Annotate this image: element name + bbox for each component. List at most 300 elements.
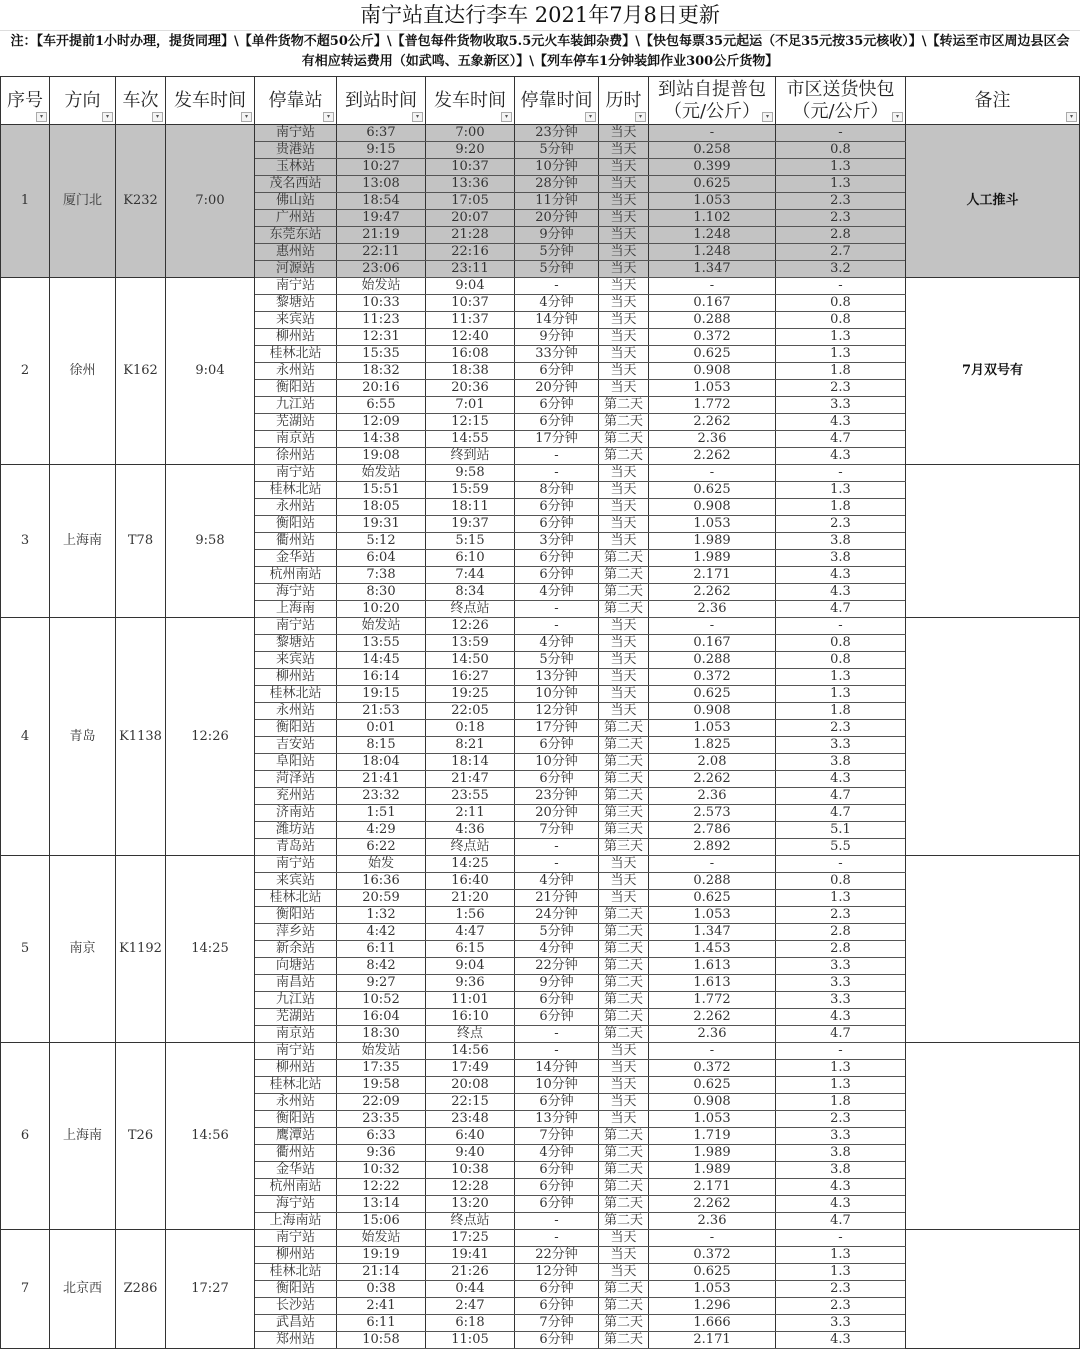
cell-stop-station[interactable]: 南宁站 <box>255 856 337 873</box>
cell-elapsed-day[interactable]: 第二天 <box>599 924 649 941</box>
cell-arrive-time[interactable]: 10:27 <box>337 159 426 176</box>
cell-pickup-rate[interactable]: 1.296 <box>649 1298 776 1315</box>
cell-stop-depart-time[interactable]: 11:05 <box>426 1332 515 1349</box>
cell-stop-depart-time[interactable]: 21:47 <box>426 771 515 788</box>
cell-elapsed-day[interactable]: 当天 <box>599 193 649 210</box>
cell-arrive-time[interactable]: 0:01 <box>337 720 426 737</box>
cell-stop-station[interactable]: 衢州站 <box>255 1145 337 1162</box>
cell-delivery-rate[interactable]: 4.3 <box>776 567 906 584</box>
cell-delivery-rate[interactable]: 0.8 <box>776 295 906 312</box>
cell-arrive-time[interactable]: 18:05 <box>337 499 426 516</box>
cell-arrive-time[interactable]: 16:36 <box>337 873 426 890</box>
cell-pickup-rate[interactable]: 1.989 <box>649 533 776 550</box>
cell-elapsed-day[interactable]: 当天 <box>599 380 649 397</box>
cell-depart-time[interactable]: 14:56 <box>166 1043 255 1230</box>
cell-pickup-rate[interactable]: 0.908 <box>649 1094 776 1111</box>
cell-pickup-rate[interactable]: 1.825 <box>649 737 776 754</box>
cell-elapsed-day[interactable]: 第二天 <box>599 754 649 771</box>
cell-stop-duration[interactable]: 4分钟 <box>515 873 599 890</box>
cell-stop-station[interactable]: 萍乡站 <box>255 924 337 941</box>
cell-pickup-rate[interactable]: - <box>649 618 776 635</box>
cell-stop-duration[interactable]: 6分钟 <box>515 1196 599 1213</box>
cell-elapsed-day[interactable]: 第二天 <box>599 1196 649 1213</box>
cell-pickup-rate[interactable]: 2.36 <box>649 1213 776 1230</box>
cell-stop-duration[interactable]: 9分钟 <box>515 329 599 346</box>
cell-elapsed-day[interactable]: 第二天 <box>599 1162 649 1179</box>
cell-arrive-time[interactable]: 9:15 <box>337 142 426 159</box>
cell-arrive-time[interactable]: 20:16 <box>337 380 426 397</box>
cell-stop-duration[interactable]: 4分钟 <box>515 295 599 312</box>
cell-stop-duration[interactable]: 23分钟 <box>515 788 599 805</box>
cell-pickup-rate[interactable]: - <box>649 125 776 142</box>
cell-arrive-time[interactable]: 6:33 <box>337 1128 426 1145</box>
cell-pickup-rate[interactable]: 0.372 <box>649 669 776 686</box>
cell-train-no[interactable]: T26 <box>116 1043 166 1230</box>
cell-stop-depart-time[interactable]: 11:01 <box>426 992 515 1009</box>
cell-arrive-time[interactable]: 11:23 <box>337 312 426 329</box>
cell-stop-depart-time[interactable]: 8:34 <box>426 584 515 601</box>
cell-pickup-rate[interactable]: 2.262 <box>649 414 776 431</box>
cell-elapsed-day[interactable]: 第三天 <box>599 805 649 822</box>
cell-stop-station[interactable]: 兖州站 <box>255 788 337 805</box>
cell-stop-depart-time[interactable]: 23:48 <box>426 1111 515 1128</box>
cell-stop-duration[interactable]: 5分钟 <box>515 924 599 941</box>
cell-pickup-rate[interactable]: 2.262 <box>649 771 776 788</box>
cell-stop-duration[interactable]: 7分钟 <box>515 1315 599 1332</box>
cell-pickup-rate[interactable]: 2.262 <box>649 1009 776 1026</box>
cell-arrive-time[interactable]: 16:04 <box>337 1009 426 1026</box>
cell-direction[interactable]: 上海南 <box>50 1043 116 1230</box>
cell-stop-depart-time[interactable]: 19:37 <box>426 516 515 533</box>
cell-pickup-rate[interactable]: 1.666 <box>649 1315 776 1332</box>
cell-elapsed-day[interactable]: 第二天 <box>599 907 649 924</box>
cell-stop-depart-time[interactable]: 23:55 <box>426 788 515 805</box>
cell-arrive-time[interactable]: 17:35 <box>337 1060 426 1077</box>
cell-delivery-rate[interactable]: 3.8 <box>776 550 906 567</box>
cell-delivery-rate[interactable]: 1.3 <box>776 329 906 346</box>
cell-delivery-rate[interactable]: 3.8 <box>776 1145 906 1162</box>
cell-arrive-time[interactable]: 19:58 <box>337 1077 426 1094</box>
cell-elapsed-day[interactable]: 第二天 <box>599 1281 649 1298</box>
cell-stop-depart-time[interactable]: 22:16 <box>426 244 515 261</box>
cell-arrive-time[interactable]: 1:51 <box>337 805 426 822</box>
cell-pickup-rate[interactable]: 1.053 <box>649 907 776 924</box>
cell-delivery-rate[interactable]: 1.3 <box>776 686 906 703</box>
cell-delivery-rate[interactable]: 3.8 <box>776 533 906 550</box>
cell-pickup-rate[interactable]: 1.248 <box>649 244 776 261</box>
cell-stop-duration[interactable]: 6分钟 <box>515 567 599 584</box>
cell-arrive-time[interactable]: 14:45 <box>337 652 426 669</box>
cell-elapsed-day[interactable]: 第二天 <box>599 584 649 601</box>
cell-delivery-rate[interactable]: 2.7 <box>776 244 906 261</box>
cell-stop-duration[interactable]: 10分钟 <box>515 686 599 703</box>
cell-delivery-rate[interactable]: 1.8 <box>776 1094 906 1111</box>
cell-delivery-rate[interactable]: 4.3 <box>776 1332 906 1349</box>
cell-stop-station[interactable]: 永州站 <box>255 363 337 380</box>
cell-direction[interactable]: 南京 <box>50 856 116 1043</box>
cell-elapsed-day[interactable]: 第二天 <box>599 941 649 958</box>
cell-arrive-time[interactable]: 12:09 <box>337 414 426 431</box>
cell-stop-depart-time[interactable]: 23:11 <box>426 261 515 278</box>
cell-elapsed-day[interactable]: 第二天 <box>599 975 649 992</box>
cell-delivery-rate[interactable]: - <box>776 278 906 295</box>
cell-remark[interactable] <box>906 856 1080 1043</box>
cell-elapsed-day[interactable]: 第二天 <box>599 958 649 975</box>
cell-stop-station[interactable]: 武昌站 <box>255 1315 337 1332</box>
cell-elapsed-day[interactable]: 第二天 <box>599 567 649 584</box>
cell-delivery-rate[interactable]: 1.3 <box>776 669 906 686</box>
cell-direction[interactable]: 厦门北 <box>50 125 116 278</box>
cell-delivery-rate[interactable]: 2.8 <box>776 941 906 958</box>
cell-pickup-rate[interactable]: 2.36 <box>649 431 776 448</box>
cell-stop-duration[interactable]: 28分钟 <box>515 176 599 193</box>
cell-stop-depart-time[interactable]: 11:37 <box>426 312 515 329</box>
cell-delivery-rate[interactable]: 2.8 <box>776 924 906 941</box>
cell-stop-depart-time[interactable]: 19:41 <box>426 1247 515 1264</box>
cell-stop-station[interactable]: 徐州站 <box>255 448 337 465</box>
cell-delivery-rate[interactable]: 4.3 <box>776 584 906 601</box>
cell-stop-station[interactable]: 衢州站 <box>255 533 337 550</box>
cell-stop-station[interactable]: 南宁站 <box>255 1043 337 1060</box>
cell-elapsed-day[interactable]: 第二天 <box>599 397 649 414</box>
cell-delivery-rate[interactable]: 2.3 <box>776 210 906 227</box>
cell-stop-depart-time[interactable]: 12:26 <box>426 618 515 635</box>
cell-stop-station[interactable]: 海宁站 <box>255 584 337 601</box>
cell-stop-duration[interactable]: 13分钟 <box>515 1111 599 1128</box>
cell-remark[interactable] <box>906 465 1080 618</box>
cell-direction[interactable]: 北京西 <box>50 1230 116 1349</box>
cell-stop-duration[interactable]: 5分钟 <box>515 142 599 159</box>
cell-stop-station[interactable]: 南宁站 <box>255 618 337 635</box>
cell-stop-depart-time[interactable]: 20:07 <box>426 210 515 227</box>
cell-stop-station[interactable]: 杭州南站 <box>255 567 337 584</box>
cell-stop-depart-time[interactable]: 21:26 <box>426 1264 515 1281</box>
cell-arrive-time[interactable]: 10:52 <box>337 992 426 1009</box>
cell-stop-station[interactable]: 南京站 <box>255 431 337 448</box>
cell-stop-depart-time[interactable]: 4:47 <box>426 924 515 941</box>
cell-seq[interactable]: 6 <box>1 1043 50 1230</box>
cell-stop-depart-time[interactable]: 18:14 <box>426 754 515 771</box>
cell-delivery-rate[interactable]: 1.8 <box>776 703 906 720</box>
cell-delivery-rate[interactable]: 3.3 <box>776 958 906 975</box>
cell-seq[interactable]: 4 <box>1 618 50 856</box>
cell-arrive-time[interactable]: 22:11 <box>337 244 426 261</box>
cell-stop-station[interactable]: 柳州站 <box>255 1247 337 1264</box>
cell-stop-depart-time[interactable]: 16:40 <box>426 873 515 890</box>
cell-pickup-rate[interactable]: 1.053 <box>649 193 776 210</box>
cell-elapsed-day[interactable]: 当天 <box>599 482 649 499</box>
cell-pickup-rate[interactable]: 0.908 <box>649 363 776 380</box>
cell-delivery-rate[interactable]: 1.3 <box>776 346 906 363</box>
cell-delivery-rate[interactable]: 4.3 <box>776 448 906 465</box>
cell-arrive-time[interactable]: 9:36 <box>337 1145 426 1162</box>
cell-elapsed-day[interactable]: 第二天 <box>599 1179 649 1196</box>
cell-stop-station[interactable]: 永州站 <box>255 499 337 516</box>
cell-stop-station[interactable]: 玉林站 <box>255 159 337 176</box>
cell-stop-depart-time[interactable]: 终点 <box>426 1026 515 1043</box>
cell-stop-station[interactable]: 桂林北站 <box>255 686 337 703</box>
cell-elapsed-day[interactable]: 第二天 <box>599 737 649 754</box>
cell-pickup-rate[interactable]: 0.258 <box>649 142 776 159</box>
cell-elapsed-day[interactable]: 第二天 <box>599 771 649 788</box>
cell-stop-depart-time[interactable]: 13:59 <box>426 635 515 652</box>
cell-stop-duration[interactable]: 21分钟 <box>515 890 599 907</box>
cell-stop-depart-time[interactable]: 16:27 <box>426 669 515 686</box>
cell-delivery-rate[interactable]: 1.3 <box>776 890 906 907</box>
cell-stop-depart-time[interactable]: 15:59 <box>426 482 515 499</box>
cell-stop-depart-time[interactable]: 6:15 <box>426 941 515 958</box>
cell-arrive-time[interactable]: 21:53 <box>337 703 426 720</box>
cell-delivery-rate[interactable]: 5.1 <box>776 822 906 839</box>
cell-arrive-time[interactable]: 23:32 <box>337 788 426 805</box>
cell-elapsed-day[interactable]: 当天 <box>599 533 649 550</box>
cell-stop-depart-time[interactable]: 13:36 <box>426 176 515 193</box>
cell-stop-depart-time[interactable]: 终点站 <box>426 601 515 618</box>
cell-stop-depart-time[interactable]: 22:15 <box>426 1094 515 1111</box>
cell-stop-duration[interactable]: 4分钟 <box>515 1145 599 1162</box>
cell-pickup-rate[interactable]: - <box>649 856 776 873</box>
filter-dropdown-icon[interactable]: ▾ <box>1066 112 1077 122</box>
cell-arrive-time[interactable]: 6:55 <box>337 397 426 414</box>
cell-stop-depart-time[interactable]: 14:25 <box>426 856 515 873</box>
cell-elapsed-day[interactable]: 当天 <box>599 856 649 873</box>
cell-delivery-rate[interactable]: 0.8 <box>776 312 906 329</box>
cell-stop-duration[interactable]: - <box>515 839 599 856</box>
cell-arrive-time[interactable]: 6:04 <box>337 550 426 567</box>
cell-direction[interactable]: 青岛 <box>50 618 116 856</box>
cell-pickup-rate[interactable]: 1.453 <box>649 941 776 958</box>
cell-stop-depart-time[interactable]: 17:49 <box>426 1060 515 1077</box>
cell-pickup-rate[interactable]: 1.053 <box>649 720 776 737</box>
cell-pickup-rate[interactable]: 0.372 <box>649 329 776 346</box>
cell-pickup-rate[interactable]: 1.053 <box>649 380 776 397</box>
cell-stop-depart-time[interactable]: 2:11 <box>426 805 515 822</box>
cell-elapsed-day[interactable]: 当天 <box>599 873 649 890</box>
cell-pickup-rate[interactable]: 0.167 <box>649 295 776 312</box>
cell-pickup-rate[interactable]: 0.625 <box>649 176 776 193</box>
cell-elapsed-day[interactable]: 第二天 <box>599 992 649 1009</box>
cell-arrive-time[interactable]: 0:38 <box>337 1281 426 1298</box>
cell-stop-duration[interactable]: 22分钟 <box>515 958 599 975</box>
cell-elapsed-day[interactable]: 第二天 <box>599 1009 649 1026</box>
cell-elapsed-day[interactable]: 第二天 <box>599 414 649 431</box>
cell-stop-depart-time[interactable]: 10:37 <box>426 159 515 176</box>
cell-stop-station[interactable]: 衡阳站 <box>255 907 337 924</box>
cell-pickup-rate[interactable]: 0.288 <box>649 652 776 669</box>
cell-stop-duration[interactable]: 6分钟 <box>515 1009 599 1026</box>
cell-stop-duration[interactable]: 17分钟 <box>515 431 599 448</box>
cell-elapsed-day[interactable]: 当天 <box>599 1094 649 1111</box>
cell-stop-station[interactable]: 东莞东站 <box>255 227 337 244</box>
cell-arrive-time[interactable]: 始发站 <box>337 1043 426 1060</box>
cell-pickup-rate[interactable]: 1.613 <box>649 958 776 975</box>
cell-arrive-time[interactable]: 20:59 <box>337 890 426 907</box>
cell-stop-duration[interactable]: 17分钟 <box>515 720 599 737</box>
cell-elapsed-day[interactable]: 当天 <box>599 278 649 295</box>
cell-stop-station[interactable]: 衡阳站 <box>255 1111 337 1128</box>
cell-pickup-rate[interactable]: 1.613 <box>649 975 776 992</box>
cell-stop-depart-time[interactable]: 19:25 <box>426 686 515 703</box>
cell-stop-station[interactable]: 衡阳站 <box>255 1281 337 1298</box>
cell-elapsed-day[interactable]: 当天 <box>599 1077 649 1094</box>
cell-elapsed-day[interactable]: 第二天 <box>599 1213 649 1230</box>
filter-dropdown-icon[interactable]: ▾ <box>36 112 47 122</box>
cell-seq[interactable]: 1 <box>1 125 50 278</box>
cell-stop-depart-time[interactable]: 12:15 <box>426 414 515 431</box>
cell-arrive-time[interactable]: 22:09 <box>337 1094 426 1111</box>
cell-stop-duration[interactable]: 12分钟 <box>515 703 599 720</box>
cell-stop-depart-time[interactable]: 20:08 <box>426 1077 515 1094</box>
cell-depart-time[interactable]: 9:04 <box>166 278 255 465</box>
cell-arrive-time[interactable]: 2:41 <box>337 1298 426 1315</box>
cell-elapsed-day[interactable]: 当天 <box>599 1043 649 1060</box>
cell-pickup-rate[interactable]: 2.171 <box>649 567 776 584</box>
cell-stop-depart-time[interactable]: 2:47 <box>426 1298 515 1315</box>
cell-pickup-rate[interactable]: 0.288 <box>649 312 776 329</box>
cell-stop-duration[interactable]: 14分钟 <box>515 312 599 329</box>
cell-seq[interactable]: 7 <box>1 1230 50 1349</box>
cell-arrive-time[interactable]: 7:38 <box>337 567 426 584</box>
cell-elapsed-day[interactable]: 当天 <box>599 363 649 380</box>
cell-stop-duration[interactable]: 6分钟 <box>515 1162 599 1179</box>
cell-arrive-time[interactable]: 16:14 <box>337 669 426 686</box>
cell-stop-station[interactable]: 衡阳站 <box>255 720 337 737</box>
cell-seq[interactable]: 3 <box>1 465 50 618</box>
cell-stop-duration[interactable]: 6分钟 <box>515 397 599 414</box>
cell-arrive-time[interactable]: 18:32 <box>337 363 426 380</box>
cell-delivery-rate[interactable]: 0.8 <box>776 142 906 159</box>
cell-stop-depart-time[interactable]: 4:36 <box>426 822 515 839</box>
cell-delivery-rate[interactable]: - <box>776 125 906 142</box>
cell-stop-station[interactable]: 广州站 <box>255 210 337 227</box>
cell-pickup-rate[interactable]: 2.262 <box>649 1196 776 1213</box>
cell-delivery-rate[interactable]: 4.3 <box>776 1196 906 1213</box>
cell-stop-station[interactable]: 潍坊站 <box>255 822 337 839</box>
cell-stop-duration[interactable]: 22分钟 <box>515 1247 599 1264</box>
cell-elapsed-day[interactable]: 当天 <box>599 703 649 720</box>
cell-arrive-time[interactable]: 6:22 <box>337 839 426 856</box>
cell-stop-duration[interactable]: 4分钟 <box>515 941 599 958</box>
cell-elapsed-day[interactable]: 当天 <box>599 1247 649 1264</box>
cell-stop-station[interactable]: 河源站 <box>255 261 337 278</box>
cell-stop-station[interactable]: 杭州南站 <box>255 1179 337 1196</box>
cell-stop-duration[interactable]: 5分钟 <box>515 652 599 669</box>
cell-stop-duration[interactable]: 6分钟 <box>515 550 599 567</box>
cell-stop-duration[interactable]: 13分钟 <box>515 669 599 686</box>
cell-pickup-rate[interactable]: 2.08 <box>649 754 776 771</box>
cell-stop-station[interactable]: 鹰潭站 <box>255 1128 337 1145</box>
cell-pickup-rate[interactable]: 1.989 <box>649 1162 776 1179</box>
cell-pickup-rate[interactable]: 1.248 <box>649 227 776 244</box>
cell-stop-duration[interactable]: - <box>515 278 599 295</box>
cell-delivery-rate[interactable]: 1.3 <box>776 1077 906 1094</box>
cell-stop-depart-time[interactable]: 14:50 <box>426 652 515 669</box>
cell-delivery-rate[interactable]: 4.7 <box>776 1026 906 1043</box>
cell-stop-station[interactable]: 芜湖站 <box>255 414 337 431</box>
cell-arrive-time[interactable]: 始发站 <box>337 278 426 295</box>
cell-stop-duration[interactable]: 20分钟 <box>515 210 599 227</box>
cell-delivery-rate[interactable]: - <box>776 856 906 873</box>
cell-delivery-rate[interactable]: 3.3 <box>776 737 906 754</box>
cell-stop-depart-time[interactable]: 12:28 <box>426 1179 515 1196</box>
filter-dropdown-icon[interactable]: ▾ <box>241 112 252 122</box>
cell-pickup-rate[interactable]: 2.786 <box>649 822 776 839</box>
cell-arrive-time[interactable]: 4:29 <box>337 822 426 839</box>
cell-stop-station[interactable]: 黎塘站 <box>255 295 337 312</box>
cell-stop-depart-time[interactable]: 9:36 <box>426 975 515 992</box>
cell-elapsed-day[interactable]: 当天 <box>599 176 649 193</box>
cell-stop-duration[interactable]: - <box>515 465 599 482</box>
cell-stop-duration[interactable]: 14分钟 <box>515 1060 599 1077</box>
cell-stop-station[interactable]: 南宁站 <box>255 278 337 295</box>
cell-arrive-time[interactable]: 23:35 <box>337 1111 426 1128</box>
cell-stop-station[interactable]: 九江站 <box>255 992 337 1009</box>
cell-stop-duration[interactable]: - <box>515 601 599 618</box>
cell-stop-duration[interactable]: 33分钟 <box>515 346 599 363</box>
cell-delivery-rate[interactable]: 0.8 <box>776 635 906 652</box>
cell-delivery-rate[interactable]: 1.8 <box>776 363 906 380</box>
cell-arrive-time[interactable]: 19:19 <box>337 1247 426 1264</box>
cell-pickup-rate[interactable]: 2.171 <box>649 1179 776 1196</box>
cell-elapsed-day[interactable]: 当天 <box>599 1111 649 1128</box>
cell-seq[interactable]: 2 <box>1 278 50 465</box>
cell-stop-duration[interactable]: 6分钟 <box>515 499 599 516</box>
cell-stop-station[interactable]: 茂名西站 <box>255 176 337 193</box>
cell-delivery-rate[interactable]: 1.3 <box>776 176 906 193</box>
cell-arrive-time[interactable]: 12:31 <box>337 329 426 346</box>
filter-dropdown-icon[interactable]: ▾ <box>152 112 163 122</box>
cell-pickup-rate[interactable]: 1.053 <box>649 1111 776 1128</box>
cell-delivery-rate[interactable]: 3.3 <box>776 975 906 992</box>
cell-delivery-rate[interactable]: 2.3 <box>776 193 906 210</box>
cell-elapsed-day[interactable]: 当天 <box>599 312 649 329</box>
cell-elapsed-day[interactable]: 当天 <box>599 686 649 703</box>
cell-arrive-time[interactable]: 6:11 <box>337 941 426 958</box>
cell-pickup-rate[interactable]: 0.399 <box>649 159 776 176</box>
cell-pickup-rate[interactable]: 0.625 <box>649 686 776 703</box>
cell-depart-time[interactable]: 12:26 <box>166 618 255 856</box>
cell-pickup-rate[interactable]: 2.262 <box>649 584 776 601</box>
cell-arrive-time[interactable]: 始发站 <box>337 1230 426 1247</box>
cell-depart-time[interactable]: 14:25 <box>166 856 255 1043</box>
cell-elapsed-day[interactable]: 当天 <box>599 1060 649 1077</box>
cell-stop-station[interactable]: 来宾站 <box>255 312 337 329</box>
cell-elapsed-day[interactable]: 当天 <box>599 1230 649 1247</box>
filter-dropdown-icon[interactable]: ▾ <box>892 112 903 122</box>
cell-stop-station[interactable]: 南昌站 <box>255 975 337 992</box>
cell-pickup-rate[interactable]: 1.772 <box>649 397 776 414</box>
cell-depart-time[interactable]: 17:27 <box>166 1230 255 1349</box>
cell-elapsed-day[interactable]: 当天 <box>599 465 649 482</box>
cell-remark[interactable]: 人工推斗 <box>906 125 1080 278</box>
cell-pickup-rate[interactable]: 0.625 <box>649 890 776 907</box>
cell-elapsed-day[interactable]: 当天 <box>599 499 649 516</box>
cell-stop-station[interactable]: 向塘站 <box>255 958 337 975</box>
cell-arrive-time[interactable]: 13:08 <box>337 176 426 193</box>
cell-stop-station[interactable]: 柳州站 <box>255 1060 337 1077</box>
cell-pickup-rate[interactable]: 1.989 <box>649 550 776 567</box>
cell-stop-depart-time[interactable]: 7:00 <box>426 125 515 142</box>
cell-stop-station[interactable]: 海宁站 <box>255 1196 337 1213</box>
cell-pickup-rate[interactable]: 2.36 <box>649 788 776 805</box>
cell-elapsed-day[interactable]: 当天 <box>599 210 649 227</box>
cell-stop-duration[interactable]: 12分钟 <box>515 1264 599 1281</box>
cell-stop-duration[interactable]: 3分钟 <box>515 533 599 550</box>
cell-arrive-time[interactable]: 18:54 <box>337 193 426 210</box>
cell-arrive-time[interactable]: 9:27 <box>337 975 426 992</box>
cell-pickup-rate[interactable]: 0.372 <box>649 1060 776 1077</box>
cell-stop-depart-time[interactable]: 7:44 <box>426 567 515 584</box>
